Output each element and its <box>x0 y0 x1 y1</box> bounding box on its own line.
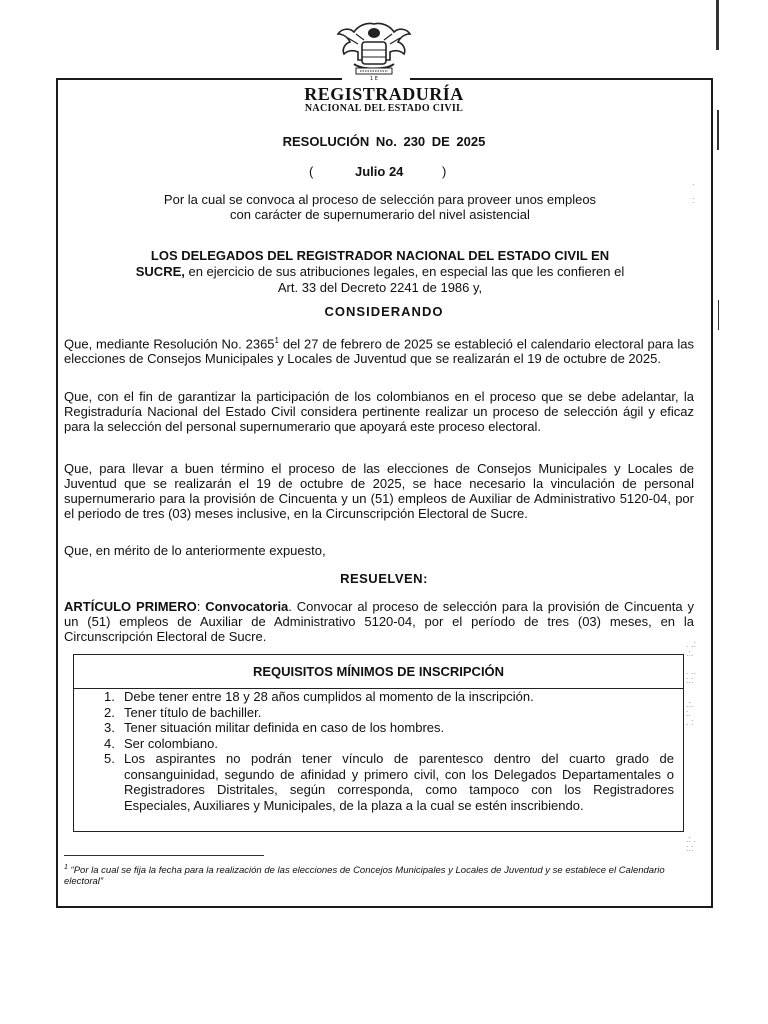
requirements-list <box>74 689 674 813</box>
requirement-number: 1. <box>104 689 115 704</box>
article-first <box>64 599 694 644</box>
footnote-text: “Por la cual se fija la fecha para la realización de las elecciones de Concejos Municipales y Locales de Juventud y se establece el Calendario electoral” <box>64 865 665 888</box>
preamble-text: en ejercicio de sus atribuciones legales, en especial las que les confieren el Art. 33 del Decreto 2241 de 1986 y, <box>184 264 625 295</box>
footnote-ref: 1 <box>274 336 279 345</box>
frame-top-left <box>56 78 342 80</box>
preamble-bold: LOS DELEGADOS DEL REGISTRADOR NACIONAL DEL ESTADO CIVIL EN SUCRE, <box>135 248 610 279</box>
frame-top-right <box>410 78 713 80</box>
article-title: Convocatoria <box>205 599 289 614</box>
considerando-paragraph-1 <box>64 333 694 366</box>
frame-left <box>56 78 58 908</box>
scan-noise-2: .:. :. . : <box>686 699 694 727</box>
requirement-text: Ser colombiano. <box>124 735 218 751</box>
requirements-heading: REQUISITOS MÍNIMOS DE INSCRIPCIÓN <box>74 655 683 689</box>
requirements-box <box>73 654 684 832</box>
requirement-text: Tener título de bachiller. <box>124 704 262 720</box>
requirement-item <box>74 720 674 736</box>
article-colon: : <box>196 599 206 614</box>
scan-noise: . .: .:. . .. :.: <box>686 639 697 685</box>
date-open-paren: ( <box>309 164 314 179</box>
considerando-paragraph-2: Que, con el fin de garantizar la participación de los colombianos en el proceso que se debe adelantar, la Registraduría Nacional del Estado Civil considera pertinente realizar un proceso de selección ágil y eficaz para la selección del personal supernumerario que apoyará este proceso electoral. <box>64 389 694 434</box>
organization-title: REGISTRADURÍA <box>304 84 464 104</box>
resolution-title: RESOLUCIÓN No. 230 DE 2025 <box>282 134 486 149</box>
requirement-text: Debe tener entre 18 y 28 años cumplidos al momento de la inscripción. <box>124 689 534 704</box>
footnote <box>64 862 696 887</box>
requirement-number: 2. <box>104 704 115 720</box>
resuelven-heading: RESUELVEN: <box>340 571 428 586</box>
resolution-date: Julio 24 <box>355 164 404 179</box>
frame-bottom <box>56 906 713 908</box>
preamble <box>130 248 630 296</box>
requirement-number: 3. <box>104 720 115 735</box>
requirement-item <box>74 705 674 721</box>
considerando-paragraph-4: Que, en mérito de lo anteriormente expuesto, <box>64 543 326 558</box>
footnote-number: 1 <box>64 864 68 871</box>
p1-text-a: Que, mediante Resolución No. 2365 <box>64 336 275 352</box>
article-text: . Convocar al proceso de selección para la provisión de Cincuenta y un (51) empleos de Auxiliar de Administrativo 5120-04, por el período de tres (03) meses, en la Circunscripción Electoral de Sucre. <box>64 599 694 644</box>
frame-right <box>711 78 713 908</box>
organization-subtitle: NACIONAL DEL ESTADO CIVIL <box>304 103 464 114</box>
requirement-item <box>74 736 674 752</box>
requirement-number: 5. <box>104 751 115 766</box>
scan-edge-line <box>716 0 719 50</box>
resolution-purpose: Por la cual se convoca al proceso de selección para proveer unos empleos con carácter de supernumerario del nivel asistencial <box>163 192 597 222</box>
requirement-text: Los aspirantes no podrán tener vínculo de parentesco dentro del cuarto grado de consanguinidad, segundo de afinidad y primero civil, con los Delegados Departamentales o Registradores Distritales, según corresponda, como tampoco con los Registradores Especiales, Auxiliares y Municipales, de la plaza a la cual se estén inscribiendo. <box>124 751 674 813</box>
requirement-item <box>74 751 674 813</box>
date-close-paren: ) <box>442 164 447 179</box>
requirement-text: Tener situación militar definida en caso de los hombres. <box>124 720 445 735</box>
scan-noise-3: .: . :.: <box>686 834 697 853</box>
p1-text-b: del 27 de febrero de 2025 se estableció el calendario electoral para las elecciones de Consejos Municipales y Locales de Juventud que se realizarán el 19 de octubre de 2025. <box>64 336 695 367</box>
requirement-number: 4. <box>104 735 115 751</box>
article-label: ARTÍCULO PRIMERO <box>64 599 197 614</box>
requirement-item <box>74 689 674 705</box>
footnote-separator <box>64 855 264 856</box>
scan-noise-4: . : <box>692 177 695 205</box>
considerando-paragraph-3: Que, para llevar a buen término el proceso de las elecciones de Consejos Municipales y Locales de Juventud que se realizarán el 19 de octubre de 2025, se hace necesario la vinculación de personal supernumerario para la provisión de Cincuenta y un (51) empleos de Auxiliar de Administrativo 5120-04, por el periodo de tres (03) meses inclusive, en la Circunscripción Electoral de Sucre. <box>64 461 694 521</box>
svg-text:1 E: 1 E <box>370 76 378 82</box>
coat-of-arms-emblem <box>336 20 412 82</box>
considerando-heading: CONSIDERANDO <box>324 304 444 319</box>
